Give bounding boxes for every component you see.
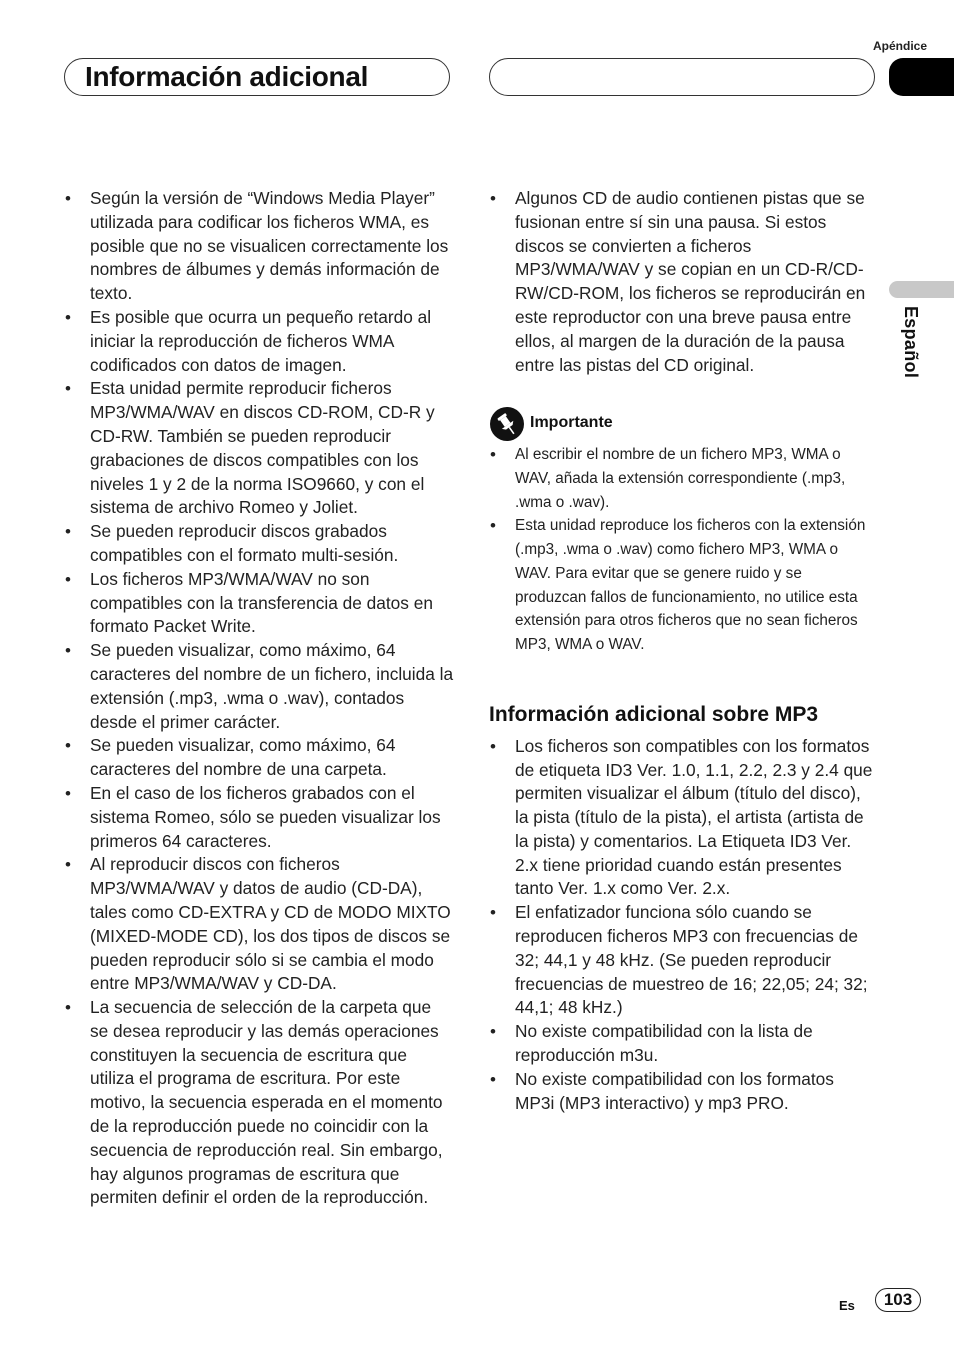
pushpin-icon [490,407,524,441]
list-item: • Esta unidad permite reproducir ficheros MP3/WMA/WAV en discos CD-ROM, CD-R y CD-RW. También se pueden reproducir grabaciones de discos compatibles con los niveles 1 y 2 de la norma ISO9660, y con el sistema de archivo Romeo y Joliet. [64,377,454,520]
mp3-section-heading: Información adicional sobre MP3 [489,702,819,726]
list-item: • Se pueden visualizar, como máximo, 64 caracteres del nombre de una carpeta. [64,734,454,782]
left-bullet-list [64,187,454,1210]
right-column [489,187,877,1115]
list-item: • En el caso de los ficheros grabados con el sistema Romeo, sólo se pueden visualizar los primeros 64 caracteres. [64,782,454,853]
list-item: • No existe compatibilidad con la lista de reproducción m3u. [489,1020,877,1068]
list-item: • Al reproducir discos con ficheros MP3/WMA/WAV y datos de audio (CD-DA), tales como CD-EXTRA y CD de MODO MIXTO (MIXED-MODE CD), los dos tipos de discos se pueden reproducir sólo si se cambia el modo entre MP3/WMA/WAV y CD-DA. [64,853,454,996]
mp3-list [489,735,877,1116]
list-item: • No existe compatibilidad con los formatos MP3i (MP3 interactivo) y mp3 PRO. [489,1068,877,1116]
list-item: • Al escribir el nombre de un fichero MP3, WMA o WAV, añada la extensión correspondiente (.mp3, .wma o .wav). [489,443,877,514]
list-item: • Según la versión de “Windows Media Player” utilizada para codificar los ficheros WMA, es posible que no se visualicen correctamente los nombres de álbumes y demás información de texto. [64,187,454,306]
list-item: • El enfatizador funciona sólo cuando se reproducen ficheros MP3 con frecuencias de 32; 44,1 y 48 kHz. (Se pueden reproducir frecuencias de muestreo de 16; 22,05; 24; 32; 44,1; 48 kHz.) [489,901,877,1020]
important-label: Importante [530,414,613,432]
list-item: • Es posible que ocurra un pequeño retardo al iniciar la reproducción de ficheros WMA codificados con datos de imagen. [64,306,454,377]
list-item: • Algunos CD de audio contienen pistas que se fusionan entre sí sin una pausa. Si estos discos se convierten a ficheros MP3/WMA/WAV y se copian en un CD-R/CD-RW/CD-ROM, los ficheros se reproducirán en este reproductor con una breve pausa entre ellos, al margen de la duración de la pausa entre las pistas del CD original. [489,187,877,377]
list-item: • Esta unidad reproduce los ficheros con la extensión (.mp3, .wma o .wav) como fichero MP3, WMA o WAV. Para evitar que se genere ruido y se produzcan fallos de funcionamiento, no utilice esta extensión para otros ficheros que no sean ficheros MP3, WMA o WAV. [489,514,877,656]
page-title: Información adicional [85,61,369,92]
footer-language-code: Es [839,1298,855,1313]
important-list [489,443,877,656]
list-item: • Se pueden reproducir discos grabados compatibles con el formato multi-sesión. [64,520,454,568]
side-language-label: Español [901,306,921,379]
left-column [64,187,454,1210]
language-tab [889,281,954,298]
list-item: • Los ficheros son compatibles con los formatos de etiqueta ID3 Ver. 1.0, 1.1, 2.2, 2.3 y 2.4 que permiten visualizar el álbum (título del disco), la pista (título de la pista), el artista (artista de la pista) y comentarios. La Etiqueta ID3 Ver. 2.x tiene prioridad cuando están presentes tanto Ver. 1.x como Ver. 2.x. [489,735,877,902]
important-header [489,407,877,441]
list-item: • Se pueden visualizar, como máximo, 64 caracteres del nombre de un fichero, incluida la extensión (.mp3, .wma o .wav), contados desde el primer carácter. [64,639,454,734]
title-box [64,58,450,96]
list-item: • Los ficheros MP3/WMA/WAV no son compatibles con la transferencia de datos en formato Packet Write. [64,568,454,639]
right-intro-list [489,187,877,377]
header-empty-box [489,58,875,96]
chapter-tab [889,58,954,96]
list-item: • La secuencia de selección de la carpeta que se desea reproducir y las demás operaciones constituyen la secuencia de escritura que utiliza el programa de escritura. Por este motivo, la secuencia esperada en el momento de la reproducción puede no coincidir con la secuencia de reproducción real. Sin embargo, hay algunos programas de escritura que permiten definir el orden de la reproducción. [64,996,454,1210]
page-number: 103 [875,1288,921,1312]
section-label: Apéndice [872,39,927,53]
